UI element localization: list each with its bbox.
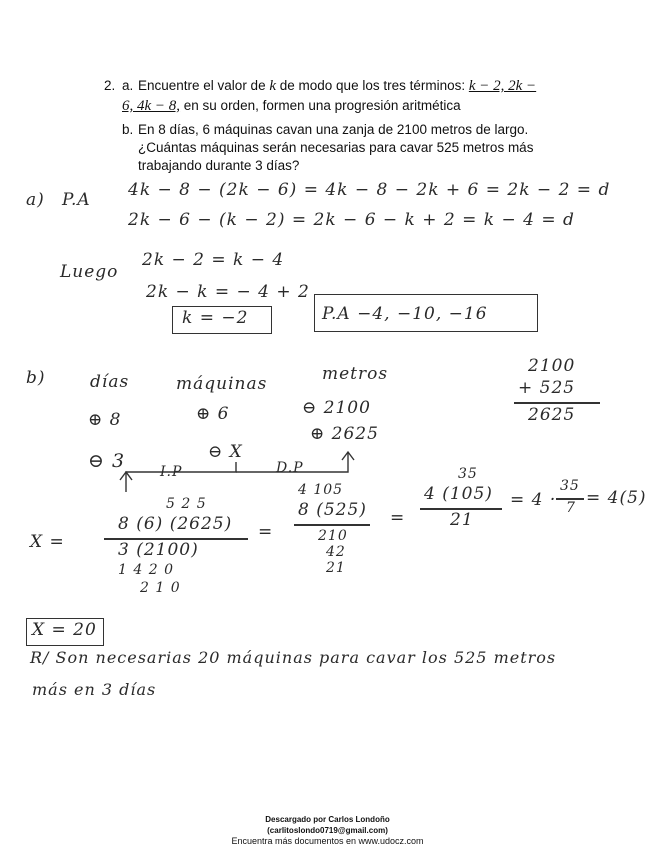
problem-a-terms: 6, 4k − 8,	[122, 98, 181, 114]
row2-dias: ⊖ 3	[88, 450, 126, 472]
solution-a-label: a)	[26, 190, 45, 210]
x-equals: X =	[30, 532, 65, 552]
x-result: X = 20	[32, 620, 97, 640]
equals-2: =	[390, 508, 406, 528]
row2-x: ⊖ X	[208, 442, 243, 462]
dp-label: D.P	[276, 460, 304, 476]
answer-line2: más en 3 días	[32, 680, 157, 699]
frac2-rule	[294, 524, 370, 526]
frac4-numerator: 35	[560, 478, 580, 494]
sum-add: + 525	[518, 378, 576, 398]
problem-a-label: a.	[122, 78, 134, 93]
footer-downloaded-by: Descargado por Carlos Londoño	[265, 815, 390, 824]
row1-metros: ⊖ 2100	[302, 398, 371, 418]
sum-total: 2625	[528, 405, 576, 425]
frac3-numerator: 4 (105)	[424, 484, 493, 504]
solution-a-pa: P.A	[62, 190, 91, 210]
problem-a-text2: de modo que los tres términos:	[276, 78, 469, 93]
frac2-sub2: 21	[326, 560, 346, 576]
col-metros: metros	[322, 364, 389, 384]
problem-b-label: b.	[122, 122, 134, 137]
col-maquinas: máquinas	[176, 374, 268, 394]
frac1-numerator: 8 (6) (2625)	[118, 514, 233, 534]
row1-dias: ⊕ 8	[88, 410, 122, 430]
frac4-result: = 4(5)	[586, 488, 647, 508]
problem-a-var: k	[269, 78, 277, 94]
problem-a-term1: k − 2, 2k −	[468, 78, 537, 94]
footer-email: (carlitoslondo0719@gmail.com)	[267, 826, 388, 835]
row2-metros: ⊕ 2625	[310, 424, 379, 444]
row1-maquinas: ⊕ 6	[196, 404, 230, 424]
frac3-top: 35	[458, 466, 478, 482]
solution-a-eq4: 2k − k = − 4 + 2	[146, 282, 310, 302]
col-dias: días	[90, 372, 130, 392]
problem-a-text3: en su orden, formen una progresión aritmética	[180, 98, 461, 113]
frac3-denominator: 21	[450, 510, 474, 530]
frac1-den-sub2: 2 1 0	[140, 580, 181, 596]
answer-line1: R/ Son necesarias 20 máquinas para cavar los 525 metros	[30, 648, 557, 667]
frac2-sub1: 42	[326, 544, 346, 560]
solution-a-k-result: k = −2	[182, 308, 249, 328]
frac1-denominator: 3 (2100)	[118, 540, 199, 560]
problem-b-line2: ¿Cuántas máquinas serán necesarias para cavar 525 metros más	[138, 140, 534, 155]
frac2-denominator: 210	[318, 528, 348, 544]
equals-1: =	[258, 522, 274, 542]
problem-a-text1: Encuentre el valor de	[138, 78, 270, 93]
sum-top: 2100	[528, 356, 576, 376]
frac2-numerator: 8 (525)	[298, 500, 367, 520]
frac4-denominator: 7	[566, 500, 576, 516]
solution-a-eq3: 2k − 2 = k − 4	[142, 250, 285, 270]
solution-a-luego: Luego	[60, 262, 119, 282]
footer-udocz: Encuentra más documentos en www.udocz.com	[231, 836, 424, 846]
problem-b-line3: trabajando durante 3 días?	[138, 158, 300, 173]
problem-b-line1: En 8 días, 6 máquinas cavan una zanja de 2100 metros de largo.	[138, 122, 529, 137]
solution-a-eq1: 4k − 8 − (2k − 6) = 4k − 8 − 2k + 6 = 2k − 2 = d	[128, 180, 611, 200]
solution-a-eq2: 2k − 6 − (k − 2) = 2k − 6 − k + 2 = k − 4 = d	[128, 210, 575, 230]
problem-number: 2.	[104, 78, 116, 93]
frac1-small: 5 2 5	[166, 496, 207, 512]
ip-label: I.P	[160, 464, 183, 480]
frac2-top: 4 105	[298, 482, 344, 498]
solution-a-pa-result: P.A −4, −10, −16	[322, 304, 488, 324]
solution-b-label: b)	[26, 368, 46, 388]
frac1-den-sub1: 1 4 2 0	[118, 562, 174, 578]
frac4-prefix: = 4 ·	[510, 490, 557, 510]
